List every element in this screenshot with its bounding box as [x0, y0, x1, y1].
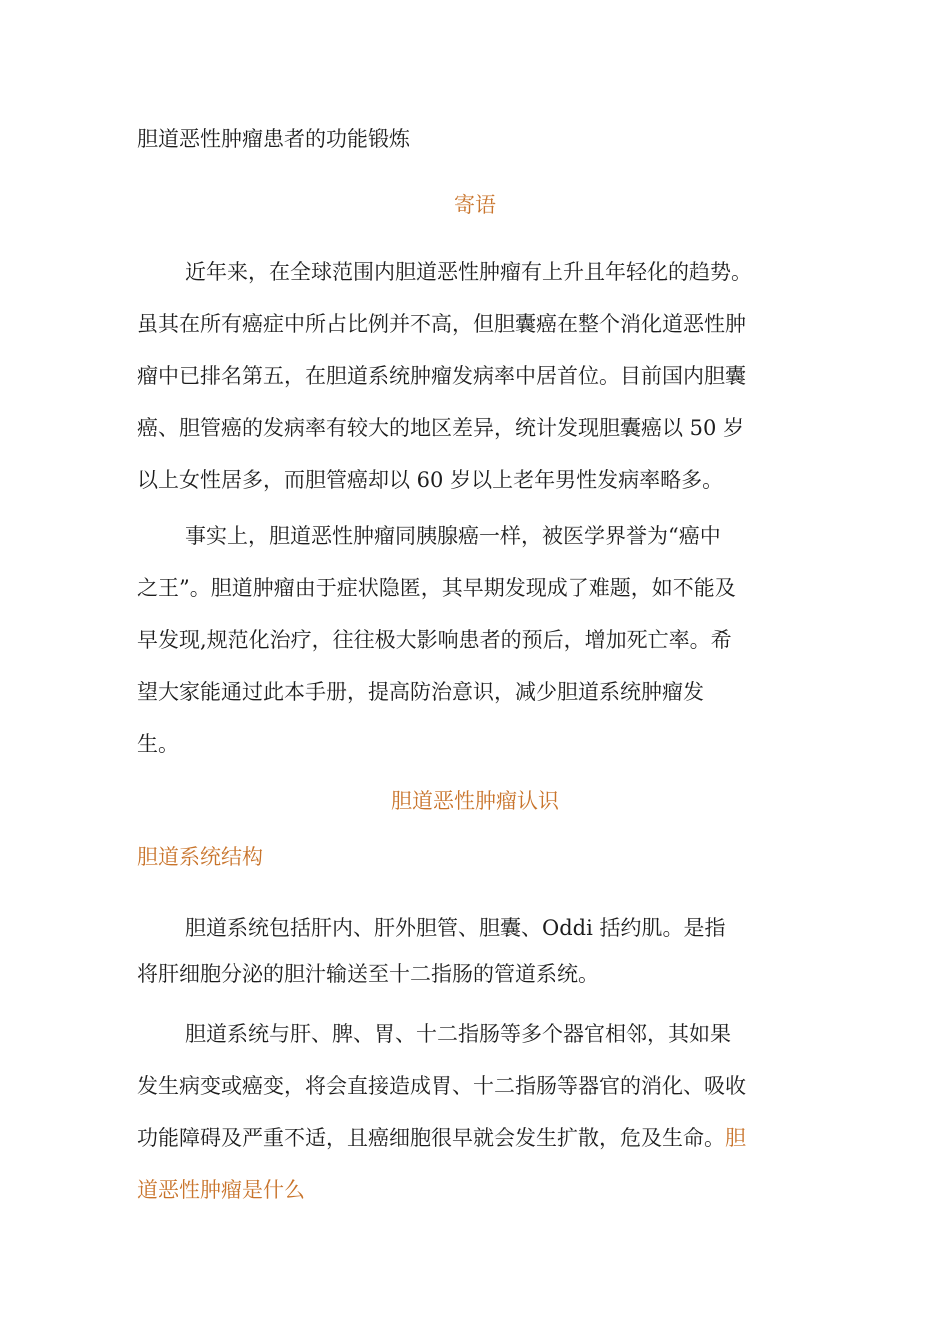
section-heading-understanding: 胆道恶性肿瘤认识 — [391, 789, 559, 813]
paragraph-line: 早发现,规范化治疗，往往极大影响患者的预后，增加死亡率。希 — [137, 628, 732, 652]
section-heading-foreword: 寄语 — [454, 193, 496, 217]
structure-paragraph — [137, 905, 817, 997]
paragraph-line: 胆道系统与肝、脾、胃、十二指肠等多个器官相邻，其如果 — [185, 1022, 731, 1046]
paragraph-line: 生。 — [137, 732, 179, 756]
paragraph-line: 瘤中已排名第五，在胆道系统肿瘤发病率中居首位。目前国内胆囊 — [137, 364, 746, 388]
intro-paragraph-2 — [137, 510, 817, 770]
intro-paragraph-1 — [137, 246, 817, 506]
subsection-heading-structure: 胆道系统结构 — [137, 845, 263, 869]
paragraph-line: 虽其在所有癌症中所占比例并不高，但胆囊癌在整个消化道恶性肿 — [137, 312, 746, 336]
paragraph-line: 将肝细胞分泌的胆汁输送至十二指肠的管道系统。 — [137, 962, 599, 986]
paragraph-line: 事实上，胆道恶性肿瘤同胰腺癌一样，被医学界誉为“癌中 — [185, 524, 721, 548]
subsection-heading-what-is: 道恶性肿瘤是什么 — [137, 1178, 305, 1202]
paragraph-line-with-heading — [137, 1112, 817, 1164]
paragraph-line: 望大家能通过此本手册，提高防治意识，减少胆道系统肿瘤发 — [137, 680, 704, 704]
paragraph-line: 癌、胆管癌的发病率有较大的地区差异，统计发现胆囊癌以 50 岁 — [137, 416, 745, 440]
inline-heading-start: 胆 — [725, 1126, 746, 1150]
paragraph-line: 之王”。胆道肿瘤由于症状隐匿，其早期发现成了难题，如不能及 — [137, 576, 736, 600]
paragraph-line: 近年来，在全球范围内胆道恶性肿瘤有上升且年轻化的趋势。 — [185, 260, 752, 284]
document-title: 胆道恶性肿瘤患者的功能锻炼 — [137, 127, 410, 151]
paragraph-line: 胆道系统包括肝内、肝外胆管、胆囊、Oddi 括约肌。是指 — [185, 916, 726, 940]
neighbor-organs-paragraph — [137, 1008, 817, 1216]
paragraph-text: 功能障碍及严重不适，且癌细胞很早就会发生扩散，危及生命。 — [137, 1126, 725, 1150]
paragraph-line: 发生病变或癌变，将会直接造成胃、十二指肠等器官的消化、吸收 — [137, 1074, 746, 1098]
paragraph-line: 以上女性居多，而胆管癌却以 60 岁以上老年男性发病率略多。 — [137, 468, 724, 492]
